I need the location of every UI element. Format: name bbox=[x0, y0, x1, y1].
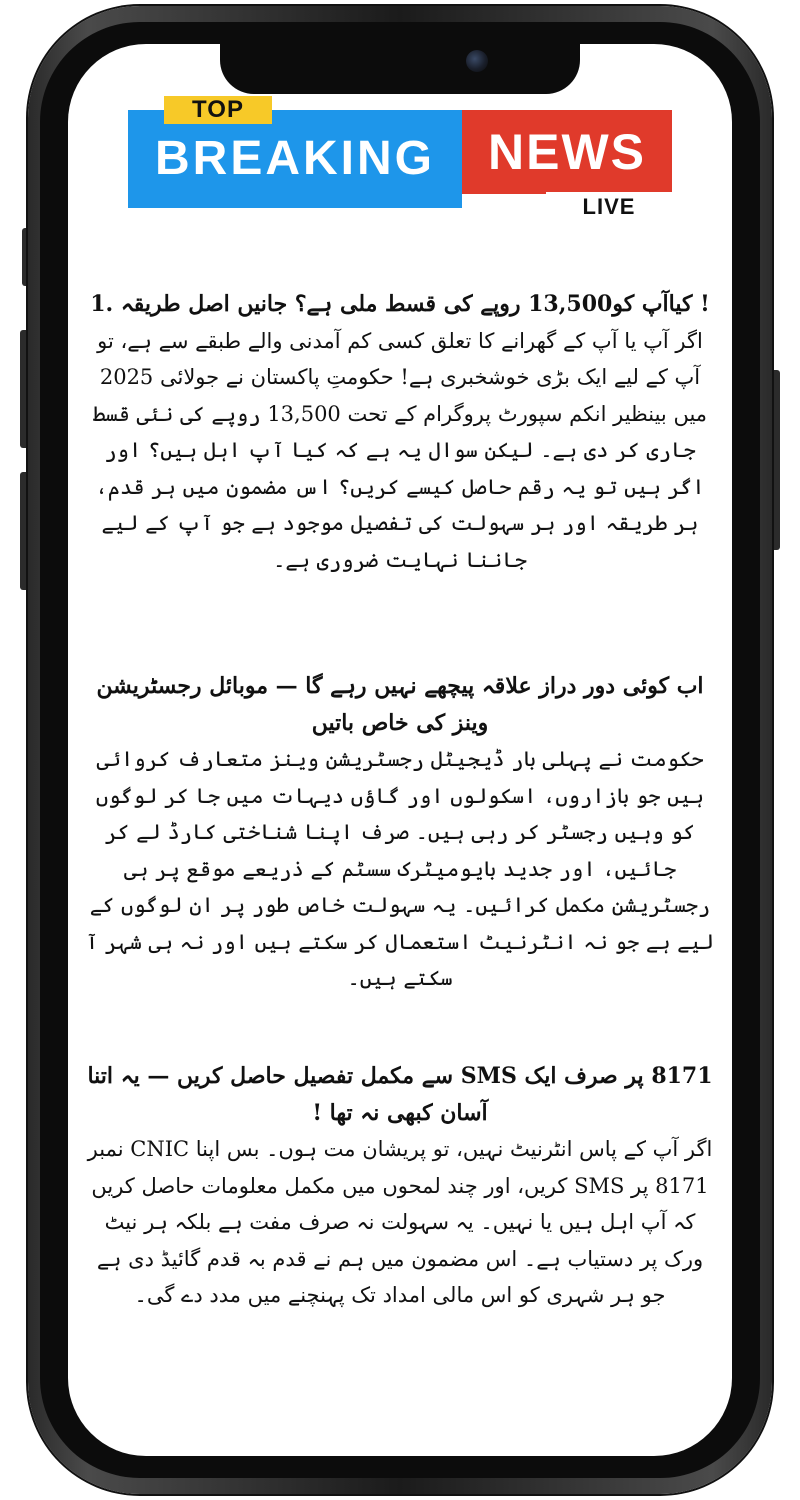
banner-news-text: NEWS bbox=[462, 110, 672, 194]
banner-live-tag: LIVE bbox=[546, 192, 672, 222]
article-section-sms-8171 bbox=[84, 1058, 716, 1398]
section-paragraph: اگر آپ یا آپ کے گھرانے کا تعلق کسی کم آمدنی والے طبقے سے ہے، تو آپ کے لیے ایک بڑی خوشخبری ہے! حکومتِ پاکستان نے جولائی 2025 میں بینظیر انکم سپورٹ پروگرام کے تحت 13,500 روپے کی نئی قسط جاری کر دی ہے۔ لیکن سوال یہ ہے کہ کیا آپ اہل ہیں؟ اور اگر ہیں تو یہ رقم حاصل کیسے کریں؟ اس مضمون میں ہر قدم، ہر طریقہ اور ہر سہولت کی تفصیل موجود ہے جو آپ کے لیے جاننا نہایت ضروری ہے۔ bbox=[92, 328, 708, 572]
section-paragraph: اگر آپ کے پاس انٹرنیٹ نہیں، تو پریشان مت ہوں۔ بس اپنا CNIC نمبر 8171 پر SMS کریں، اور چند لمحوں میں مکمل معلومات حاصل کریں کہ آپ اہل ہیں یا نہیں۔ یہ سہولت نہ صرف مفت ہے بلکہ ہر نیٹ ورک پر دستیاب ہے۔ اس مضمون میں ہم نے قدم بہ قدم گائیڈ دی ہے جو ہر شہری کو اس مالی امداد تک پہنچنے میں مدد دے گی۔ bbox=[87, 1137, 713, 1307]
phone-notch bbox=[220, 44, 580, 94]
banner-top-tag: TOP bbox=[164, 96, 272, 124]
section-heading: ! کیاآپ کو13,500 روپے کی قسط ملی ہے؟ جانیں اصل طریقہ .1 bbox=[90, 291, 710, 317]
front-camera-icon bbox=[466, 50, 488, 72]
section-paragraph: حکومت نے پہلی بار ڈیجیٹل رجسٹریشن وینز متعارف کروائی ہیں جو بازاروں، اسکولوں اور گاؤں دیہات میں جا کر لوگوں کو وہیں رجسٹر کر رہی ہیں۔ صرف اپنا شناختی کارڈ لے کر جائیں، اور جدید بایومیٹرک سسٹم کے ذریعے موقع پر ہی رجسٹریشن مکمل کرائیں۔ یہ سہولت خاص طور پر ان لوگوں کے لیے ہے جو نہ انٹرنیٹ استعمال کر سکتے ہیں اور نہ ہی شہر آ سکتے ہیں۔ bbox=[85, 747, 715, 990]
article-section-registration-vans bbox=[84, 668, 716, 998]
article-section-installment bbox=[84, 286, 716, 628]
section-heading: 8171 پر صرف ایک SMS سے مکمل تفصیل حاصل کریں — یہ اتنا آسان کبھی نہ تھا ! bbox=[87, 1063, 713, 1126]
breaking-news-banner bbox=[128, 96, 672, 222]
banner-breaking-text: BREAKING bbox=[128, 110, 462, 208]
section-heading: اب کوئی دور دراز علاقہ پیچھے نہیں رہے گا — موبائل رجسٹریشن وینز کی خاص باتیں bbox=[96, 673, 704, 736]
article-body bbox=[84, 286, 716, 1442]
